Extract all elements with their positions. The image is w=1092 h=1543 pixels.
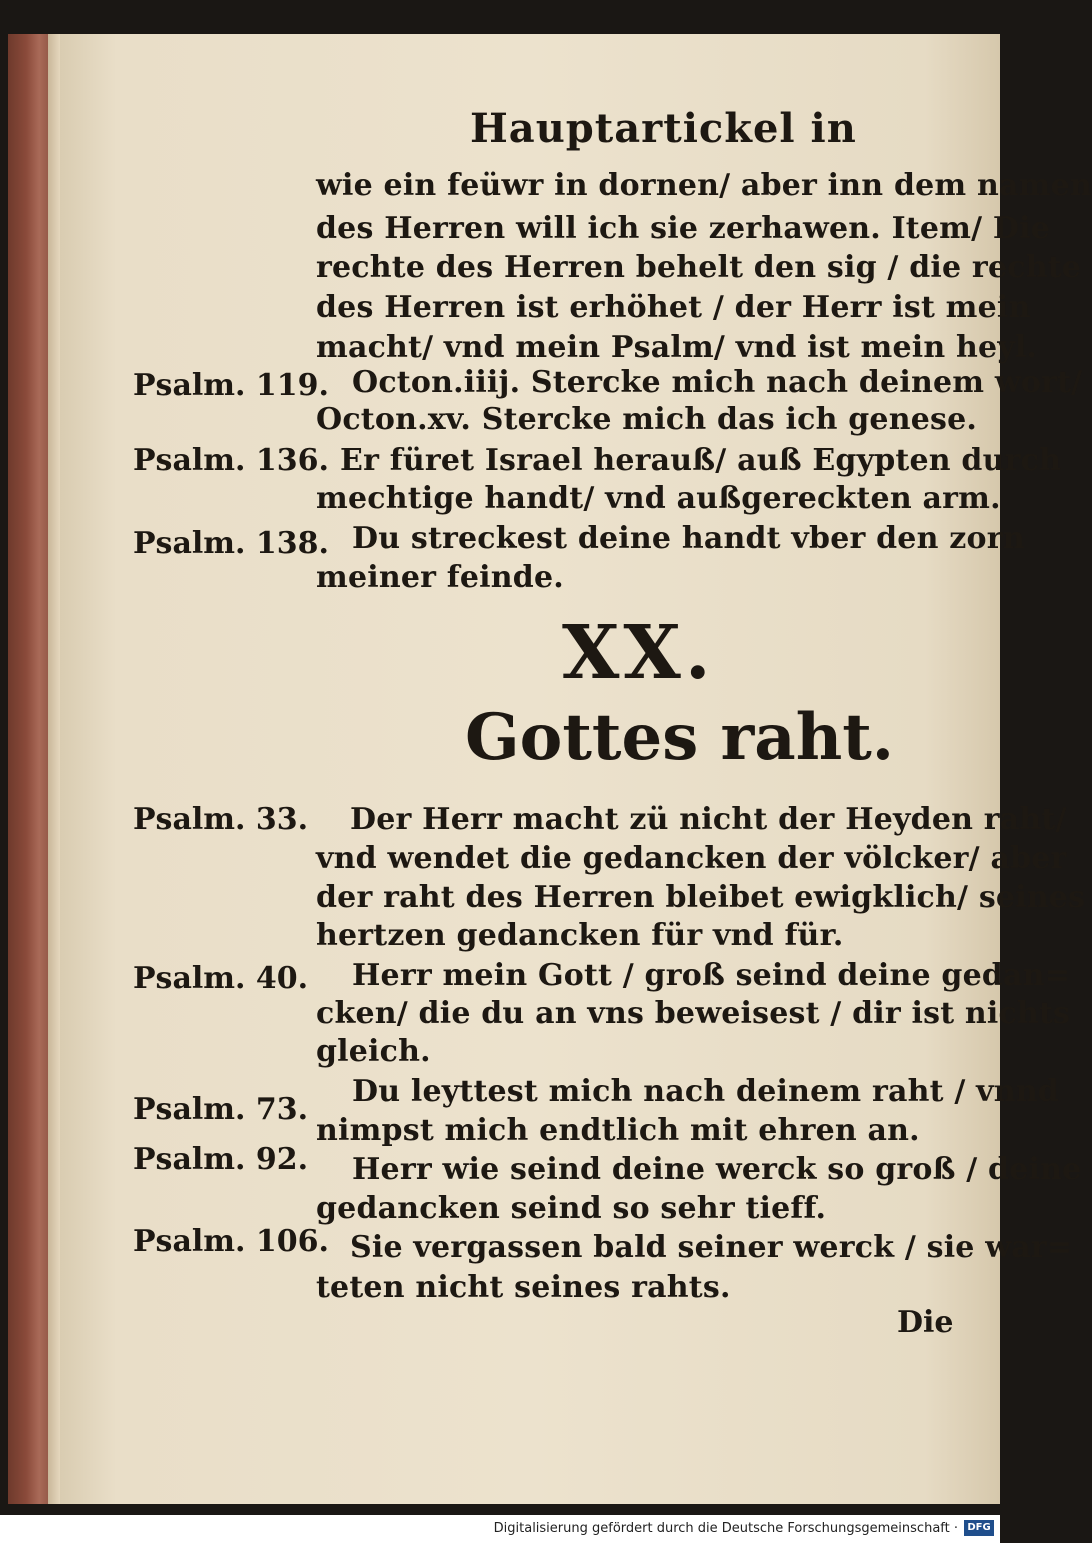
text-line: gedancken seind so sehr tieff. — [316, 1191, 827, 1226]
footer-bar — [0, 1515, 1000, 1543]
margin-reference: Psalm. 106. — [133, 1224, 329, 1259]
text-line: meiner feinde. — [316, 560, 564, 595]
text-line: wie ein feüwr in dornen/ aber inn dem namen — [316, 168, 1092, 203]
running-head: Hauptartickel in — [470, 105, 857, 152]
text-line: cken/ die du an vns beweisest / dir ist nichts — [316, 996, 1071, 1031]
page-edge — [48, 34, 60, 1504]
margin-reference: Psalm. 92. — [133, 1142, 309, 1177]
text-line: der raht des Herren bleibet ewigklich/ seines — [316, 880, 1086, 915]
text-line: Du streckest deine handt vber den zorn — [352, 521, 1025, 556]
text-line: Octon.iiij. Stercke mich nach deinem wort/ — [352, 365, 1083, 400]
margin-reference: Psalm. 138. — [133, 526, 329, 561]
text-line: mechtige handt/ vnd außgereckten arm. — [316, 481, 1001, 516]
text-line: rechte des Herren behelt den sig / die rechte — [316, 250, 1082, 285]
text-line: macht/ vnd mein Psalm/ vnd ist mein heyl. — [316, 330, 1038, 365]
text-line: gleich. — [316, 1034, 431, 1069]
margin-reference: Psalm. 40. — [133, 961, 309, 996]
dfg-logo: DFG — [964, 1520, 994, 1536]
text-line: Der Herr macht zü nicht der Heyden raht/ — [350, 802, 1067, 837]
text-line: hertzen gedancken für vnd für. — [316, 918, 844, 953]
text-line: Du leyttest mich nach deinem raht / vnnd — [352, 1074, 1059, 1109]
text-line: nimpst mich endtlich mit ehren an. — [316, 1113, 920, 1148]
margin-reference: Psalm. 73. — [133, 1092, 309, 1127]
footer-credit: Digitalisierung gefördert durch die Deutsche Forschungsgemeinschaft · — [493, 1521, 958, 1536]
text-line: vnd wendet die gedancken der völcker/ aber — [316, 841, 1067, 876]
margin-reference: Psalm. 33. — [133, 802, 309, 837]
margin-reference: Psalm. 136. — [133, 443, 329, 478]
text-line: Herr mein Gott / groß seind deine gedan= — [352, 958, 1071, 993]
margin-reference: Psalm. 119. — [133, 368, 329, 403]
text-line: des Herren will ich sie zerhawen. Item/ Die — [316, 211, 1050, 246]
text-line: Sie vergassen bald seiner werck / sie war= — [350, 1230, 1073, 1265]
text-line: Er füret Israel herauß/ auß Egypten durch — [340, 443, 1062, 478]
catchword: Die — [897, 1305, 954, 1340]
text-line: Octon.xv. Stercke mich das ich genese. — [316, 402, 978, 437]
chapter-number: XX. — [562, 610, 715, 696]
text-line: teten nicht seines rahts. — [316, 1270, 731, 1305]
chapter-title: Gottes raht. — [465, 700, 895, 775]
text-line: Herr wie seind deine werck so groß / deine — [352, 1152, 1082, 1187]
text-line: des Herren ist erhöhet / der Herr ist mein — [316, 290, 1031, 325]
